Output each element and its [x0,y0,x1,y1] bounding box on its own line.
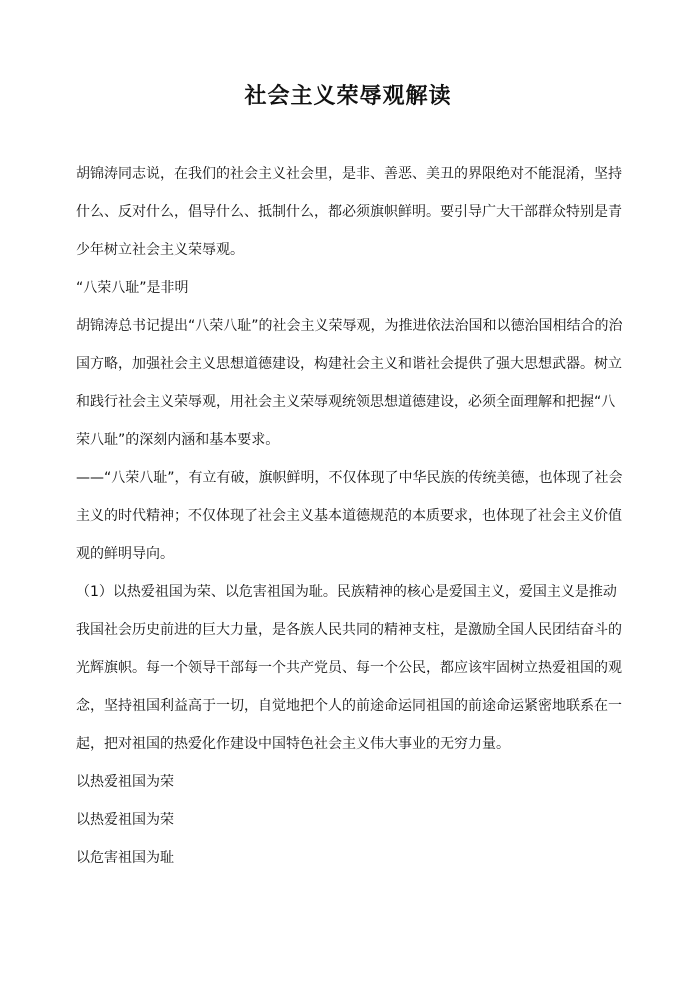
paragraph-intro: 胡锦涛同志说，在我们的社会主义社会里，是非、善恶、美丑的界限绝对不能混淆，坚持什么、反对什么，倡导什么、抵制什么，都必须旗帜鲜明。要引导广大干部群众特别是青少年树立社会主义荣辱观。 [76,166,622,258]
paragraph-line-3: 以危害祖国为耻 [76,850,174,866]
paragraph-line-2: 以热爱祖国为荣 [76,812,174,828]
document-title: 社会主义荣辱观解读 [244,83,452,109]
paragraph-point-1: （1）以热爱祖国为荣、以危害祖国为耻。民族精神的核心是爱国主义，爱国主义是推动我国社会历史前进的巨大力量，是各族人民共同的精神支柱，是激励全国人民团结奋斗的光辉旗帜。每一个领导干部每一个共产党员、每一个公民，都应该牢固树立热爱祖国的观念，坚持祖国利益高于一切，自觉地把个人的前途命运同祖国的前途命运紧密地联系在一起，把对祖国的热爱化作建设中国特色社会主义伟大事业的无穷力量。 [76,584,622,752]
paragraph-line-1: 以热爱祖国为荣 [76,774,174,790]
paragraph-proposal: 胡锦涛总书记提出“八荣八耻”的社会主义荣辱观，为推进依法治国和以德治国相结合的治国方略，加强社会主义思想道德建设，构建社会主义和谐社会提供了强大思想武器。树立和践行社会主义荣辱观，用社会主义荣辱观统领思想道德建设，必须全面理解和把握“八荣八耻”的深刻内涵和基本要求。 [76,318,623,448]
paragraph-subheading: “八荣八耻”是非明 [76,280,189,296]
paragraph-significance: ——“八荣八耻”，有立有破，旗帜鲜明，不仅体现了中华民族的传统美德，也体现了社会主义的时代精神；不仅体现了社会主义基本道德规范的本质要求，也体现了社会主义价值观的鲜明导向。 [76,470,623,562]
document-body [76,155,624,877]
